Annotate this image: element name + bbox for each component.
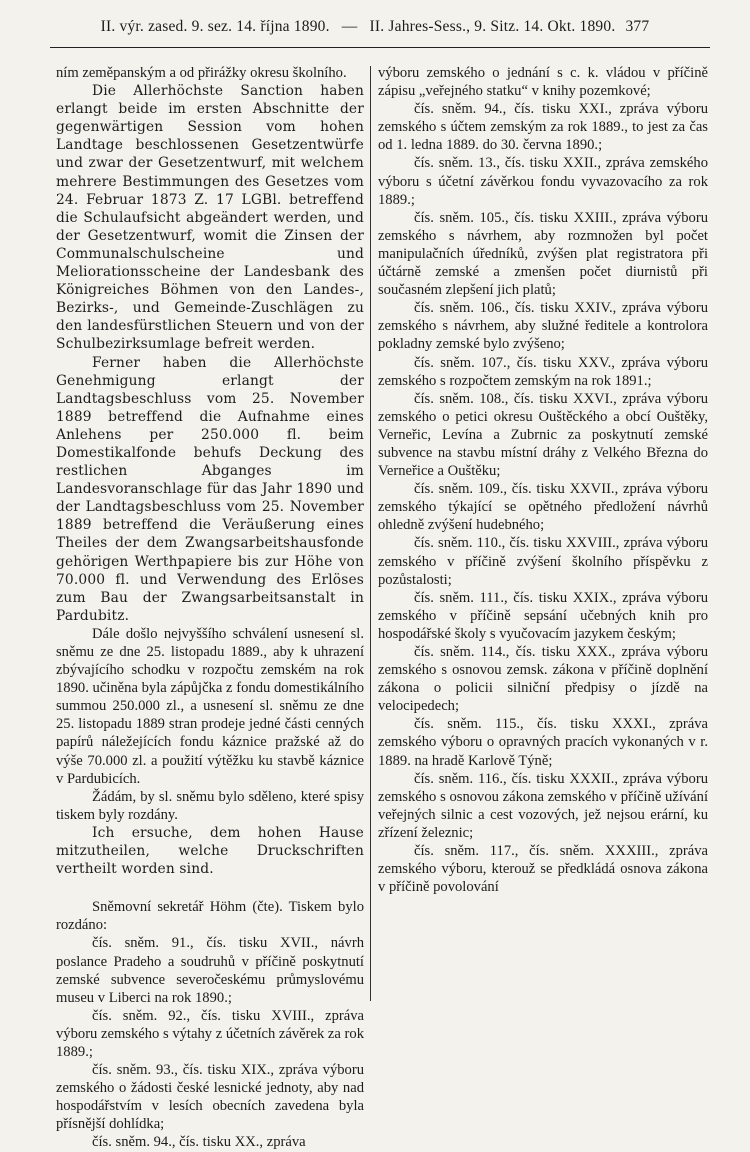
left-column-paragraph: Dále došlo nejvyššího schválení usnesení sl. sněmu ze dne 25. listopadu 1889., aby k uhrazení zbývajícího schodku v rozpočtu zemském na rok 1890. učiněna byla zápůjčka z fondu domestikálního summou 250.000 zl., a usnesení sl. sněmu ze dne 25. listopadu 1889 stran prodeje jedné části cenných papírů náležejících fondu káznice pražské až do výše 70.000 zl. a použití výtěžku ku stavbě káznice v Pardubicích. xyxy=(56,625,364,787)
right-column-paragraph: čís. sněm. 107., čís. tisku XXV., zpráva výboru zemského s rozpočtem zemským na rok 1891.; xyxy=(378,354,708,389)
right-column-paragraph: čís. sněm. 111., čís. tisku XXIX., zpráva výboru zemského v příčině sepsání učebných knih pro hospodářské školy s vyučovacím jazykem českým; xyxy=(378,589,708,642)
right-column xyxy=(378,64,708,896)
left-column-paragraph: čís. sněm. 92., čís. tisku XVIII., zpráva výboru zemského s výtahy z účetních závěrek za rok 1889.; xyxy=(56,1007,364,1060)
left-column-paragraph: ním zeměpanským a od přirážky okresu školního. xyxy=(56,65,347,81)
right-column-paragraph: výboru zemského o jednání s c. k. vládou v příčině zápisu „veřejného statku“ v knihy pozemkové; xyxy=(378,65,708,100)
left-column-paragraph: čís. sněm. 94., čís. tisku XX., zpráva xyxy=(92,1134,306,1151)
header-czech-session: II. výr. zased. 9. sez. 14. října 1890. xyxy=(100,18,330,35)
left-column-paragraph: Sněmovní sekretář Höhm (čte). Tiskem bylo rozdáno: xyxy=(56,899,364,934)
column-divider xyxy=(370,66,371,1001)
right-column-paragraph: čís. sněm. 94., čís. tisku XXI., zpráva výboru zemského s účtem zemským za rok 1889., to jest za čas od 1. ledna 1889. do 30. června 1890.; xyxy=(378,101,708,154)
left-column-paragraph: Ich ersuche, dem hohen Hause mitzutheilen, welche Druckschriften vertheilt worden sind. xyxy=(56,824,364,878)
left-column-paragraph: Žádám, by sl. sněmu bylo sděleno, které spisy tiskem byly rozdány. xyxy=(56,788,364,823)
paragraph-gap xyxy=(56,878,364,898)
right-column-paragraph: čís. sněm. 116., čís. tisku XXXII., zpráva výboru zemského s osnovou zákona zemského v příčině užívání veřejných silnic a cest vozových, jež nejsou erární, ku zřízení železnic; xyxy=(378,770,708,841)
right-column-paragraph: čís. sněm. 105., čís. tisku XXIII., zpráva výboru zemského s návrhem, aby rozmnožen byl počet manipulačních úředníků, zvýšen plat registratora při účtárně zemské a zmenšen počet diurnistů při současném zlepšení jich platů; xyxy=(378,209,708,299)
right-column-paragraph: čís. sněm. 106., čís. tisku XXIV., zpráva výboru zemského s návrhem, aby služné ředitele a kontrolora pokladny zemské bylo zvýšeno; xyxy=(378,300,708,353)
left-column xyxy=(56,64,364,1152)
right-column-paragraph: čís. sněm. 110., čís. tisku XXVIII., zpráva výboru zemského v příčině zvýšení školního příspěvku z pozůstalosti; xyxy=(378,535,708,588)
header-separator: — xyxy=(341,18,358,35)
right-column-paragraph: čís. sněm. 115., čís. tisku XXXI., zpráva zemského výboru o opravných pracích vykonaných v r. 1889. na hradě Karlově Týně; xyxy=(378,716,708,769)
right-column-paragraph: čís. sněm. 109., čís. tisku XXVII., zpráva výboru zemského týkající se opětného předložení návrhů ohledně zvýšení hudebného; xyxy=(378,481,708,534)
right-column-paragraph: čís. sněm. 114., čís. tisku XXX., zpráva výboru zemského s osnovou zemsk. zákona v příčině doplnění zákona o policii silniční předpisy o jízdě na velocipedech; xyxy=(378,644,708,715)
left-column-paragraph: čís. sněm. 93., čís. tisku XIX., zpráva výboru zemského o žádosti české lesnické jednoty, aby nad hospodářstvím v lesích obecních zavedena byla přísnější dohlídka; xyxy=(56,1062,364,1133)
right-column-paragraph: čís. sněm. 108., čís. tisku XXVI., zpráva výboru zemského o petici okresu Ouštěckého a obcí Ouštěky, Verneřic, Levína a Zubrnic za poskytnutí zemské subvence na stavbu místní dráhy z Velkého Března do Verneřice a Ouštěku; xyxy=(378,390,708,480)
left-column-paragraph: čís. sněm. 91., čís. tisku XVII., návrh poslance Pradeho a soudruhů v příčině poskytnutí zemské subvence severočeskému průmyslovému museu v Liberci na rok 1890.; xyxy=(56,935,364,1006)
right-column-paragraph: čís. sněm. 117., čís. sněm. XXXIII., zpráva zemského výboru, kterouž se předkládá osnova zákona v příčině povolování xyxy=(378,843,708,896)
left-column-paragraph: Die Allerhöchste Sanction haben erlangt beide im ersten Abschnitte der gegenwärtigen Session vom hohen Landtage beschlossenen Gesetzentwürfe und zwar der Gesetzentwurf, mit welchem mehrere Bestimmungen des Gesetzes vom 24. Februar 1873 Z. 17 LGBl. betreffend die Schulaufsicht abgeändert werden, und der Gesetzentwurf, womit die Zinsen der Communalschulscheine und Meliorationsscheine der Landesbank des Königreiches Böhmen von den Landes-, Bezirks-, und Gemeinde-Zuschlägen zu den landesfürstlichen Steuern und von der Schulbezirksumlage befreit werden. xyxy=(56,83,364,353)
left-column-paragraph: Ferner haben die Allerhöchste Genehmigung erlangt der Landtagsbeschluss vom 25. November 1889 betreffend die Aufnahme eines Anlehens per 250.000 fl. beim Domestikalfonde behufs Deckung des restlichen Abganges im Landesvoranschlage für das Jahr 1890 und der Landtagsbeschluss vom 25. November 1889 betreffend die Veräußerung eines Theiles der dem Zwangsarbeitshausfonde gehörigen Werthpapiere bis zur Höhe von 70.000 fl. und Verwendung des Erlöses zum Bau der Zwangsarbeitsanstalt in Pardubitz. xyxy=(56,354,364,624)
header-rule xyxy=(50,47,710,48)
page-header xyxy=(0,18,750,36)
header-german-session: II. Jahres-Sess., 9. Sitz. 14. Okt. 1890. xyxy=(369,18,616,35)
right-column-paragraph: čís. sněm. 13., čís. tisku XXII., zpráva zemského výboru s účetní závěrkou fondu vyvazovacího za rok 1889.; xyxy=(378,155,708,208)
page-number: 377 xyxy=(625,18,650,35)
